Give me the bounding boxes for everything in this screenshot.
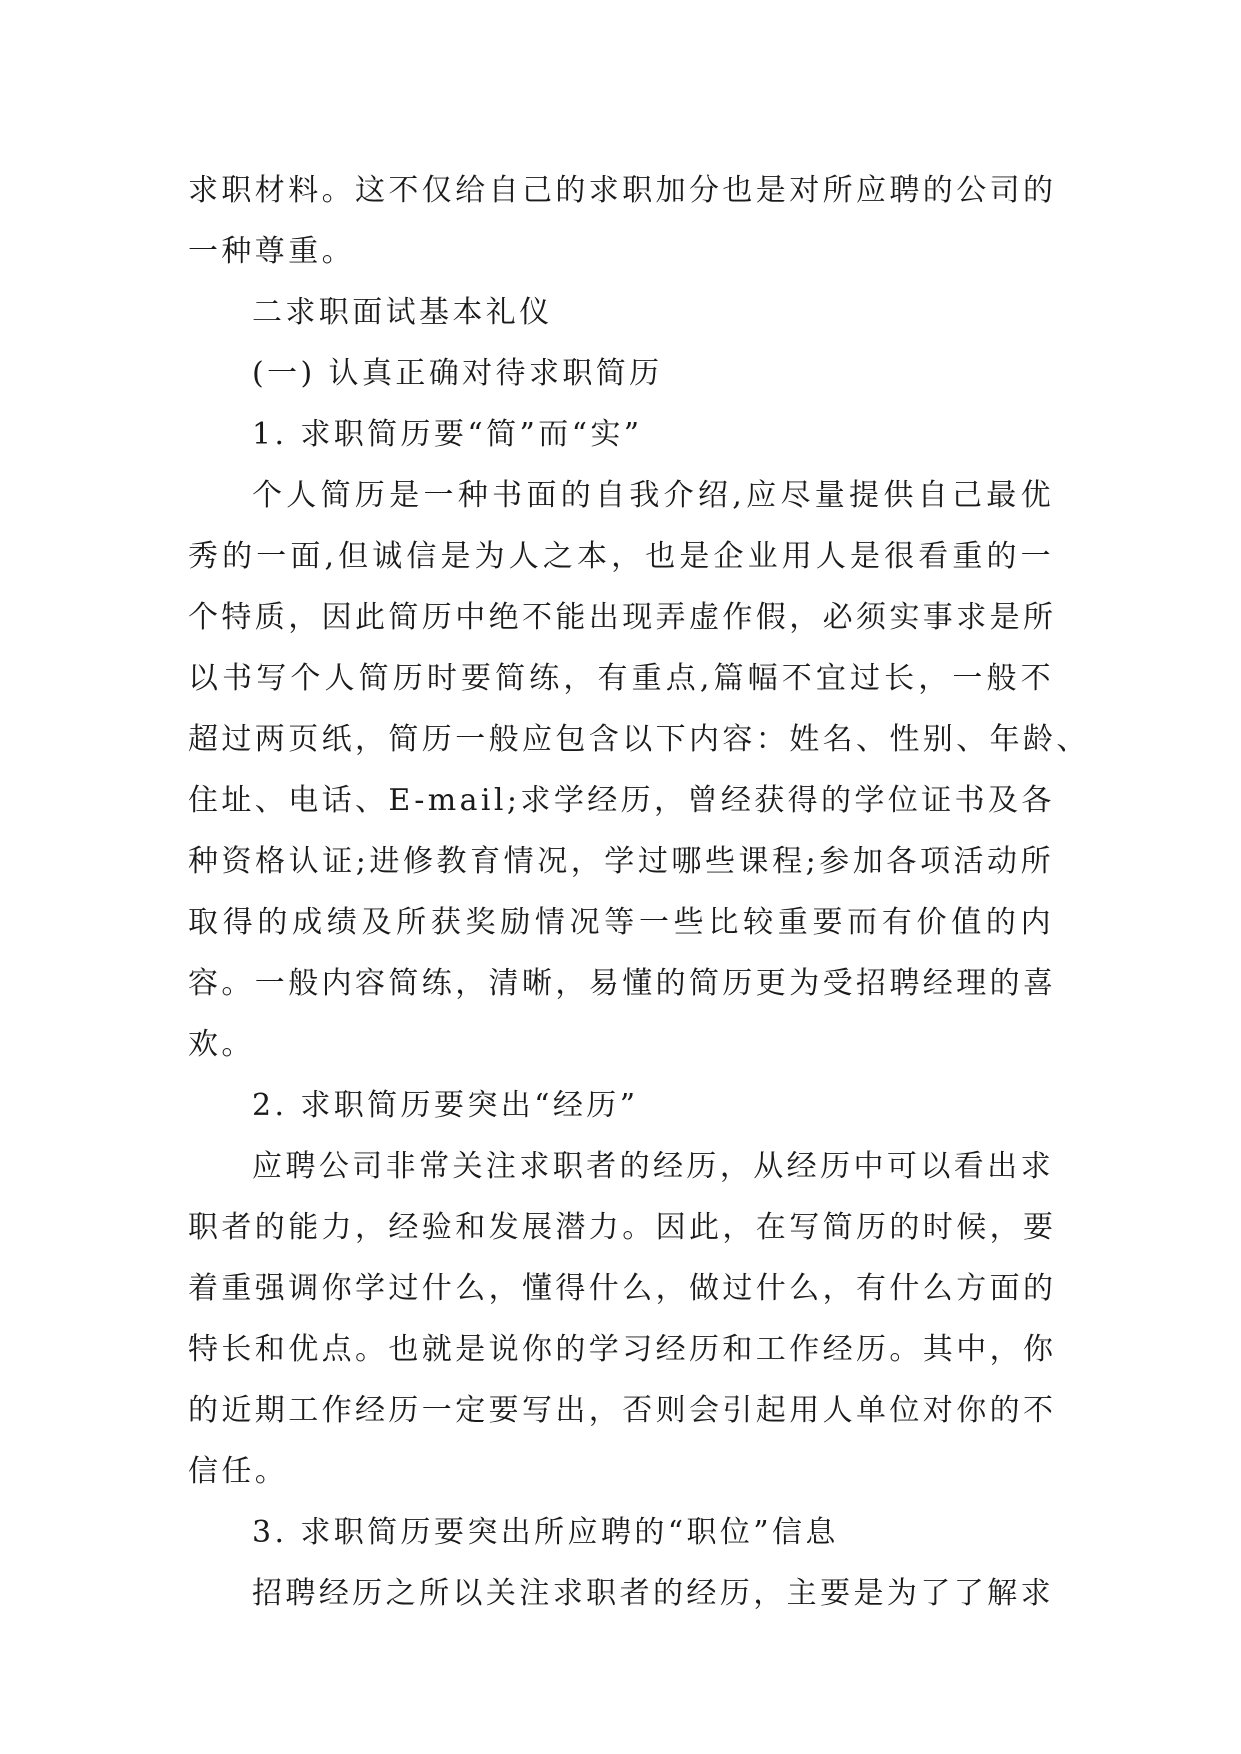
text-line: 个特质，因此简历中绝不能出现弄虚作假，必须实事求是所 — [188, 600, 1057, 635]
document-body — [188, 160, 1090, 1624]
item-heading: 2. 求职简历要突出“经历” — [252, 1088, 639, 1123]
text-line: 的近期工作经历一定要写出，否则会引起用人单位对你的不 — [188, 1393, 1057, 1428]
text-line: 容。一般内容简练，清晰，易懂的简历更为受招聘经理的喜 — [188, 966, 1057, 1001]
text-line: 信任。 — [188, 1454, 289, 1489]
text-line: 特长和优点。也就是说你的学习经历和工作经历。其中，你 — [188, 1332, 1057, 1367]
text-line: 秀的一面,但诚信是为人之本，也是企业用人是很看重的一 — [188, 539, 1054, 574]
item-heading: 3. 求职简历要突出所应聘的“职位”信息 — [252, 1515, 839, 1550]
text-line: 种资格认证;进修教育情况，学过哪些课程;参加各项活动所 — [188, 844, 1054, 879]
text-line: 住址、电话、E-mail;求学经历，曾经获得的学位证书及各 — [188, 783, 1055, 818]
subsection-heading: (一) 认真正确对待求职简历 — [252, 356, 663, 391]
text-line: 招聘经历之所以关注求职者的经历，主要是为了了解求 — [252, 1576, 1054, 1611]
text-line: 职者的能力，经验和发展潜力。因此，在写简历的时候，要 — [188, 1210, 1057, 1245]
text-line: 一种尊重。 — [188, 234, 355, 269]
text-line: 个人简历是一种书面的自我介绍,应尽量提供自己最优 — [252, 478, 1054, 513]
text-line: 着重强调你学过什么，懂得什么，做过什么，有什么方面的 — [188, 1271, 1057, 1306]
item-heading: 1. 求职简历要“简”而“实” — [252, 417, 643, 452]
section-heading: 二求职面试基本礼仪 — [252, 295, 553, 330]
text-line: 取得的成绩及所获奖励情况等一些比较重要而有价值的内 — [188, 905, 1054, 940]
text-line: 求职材料。这不仅给自己的求职加分也是对所应聘的公司的 — [188, 173, 1057, 208]
text-line: 欢。 — [188, 1027, 255, 1062]
text-line: 超过两页纸，简历一般应包含以下内容：姓名、性别、年龄、 — [188, 722, 1090, 757]
text-line: 应聘公司非常关注求职者的经历，从经历中可以看出求 — [252, 1149, 1054, 1184]
text-line: 以书写个人简历时要简练，有重点,篇幅不宜过长，一般不 — [188, 661, 1054, 696]
